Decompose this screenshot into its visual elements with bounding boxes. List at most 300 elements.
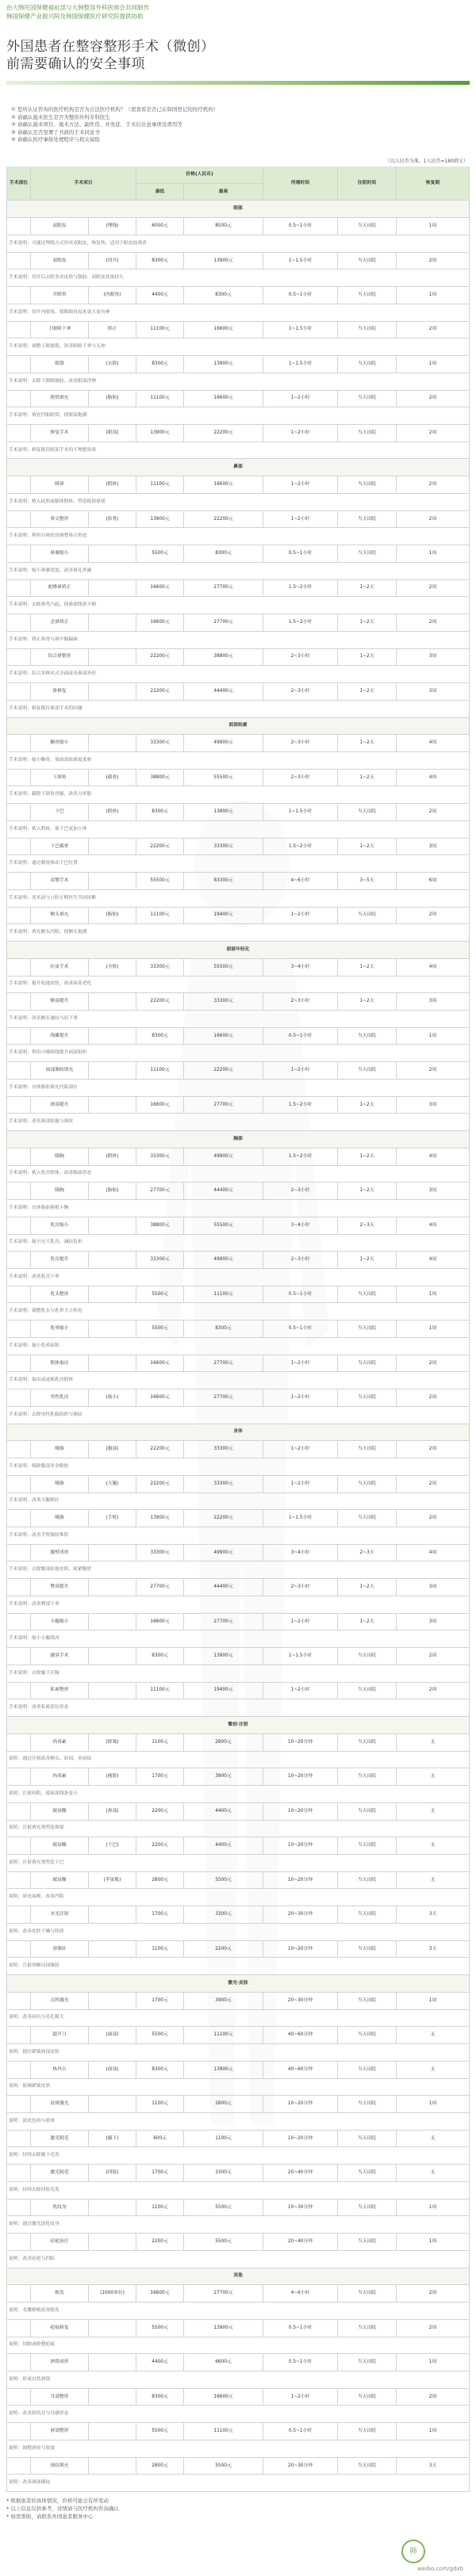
hospital-stay: 1~2天 [338, 1097, 397, 1114]
procedure-note: 手术说明：改善额头皱纹与眉下垂 [6, 1011, 470, 1028]
duration: 1~2小时 [263, 391, 338, 408]
spacer [6, 1097, 31, 1114]
recovery-period: 3周 [397, 993, 470, 1011]
recovery-period: 2周 [397, 1389, 470, 1407]
duration: 1.5~2小时 [263, 839, 338, 856]
price-max: 49900元 [184, 1545, 263, 1562]
duration: 1.5~2小时 [263, 580, 338, 598]
footer-note: * 根据患者的具体情况，价格可能会有所变动 [6, 2498, 109, 2505]
header-recovery: 恢复期 [397, 166, 470, 201]
spacer [6, 2285, 31, 2303]
procedure-note: 说明：改善皮肤干燥与肤质 [6, 1924, 470, 1941]
price-max: 27700元 [184, 1355, 263, 1373]
duration: 2~3小时 [263, 1183, 338, 1200]
procedure-variant: (脂肪) [89, 1183, 136, 1200]
duration: 20~30分钟 [263, 2458, 338, 2475]
price-min: 16600元 [136, 580, 184, 598]
procedure-note: 手术说明：自体脂肪填充凹陷部位 [6, 1080, 470, 1097]
duration: 40~60分钟 [263, 2062, 338, 2079]
price-max: 27700元 [184, 1097, 263, 1114]
procedure-note: 说明：提拉紧致面部皮肤 [6, 2044, 470, 2062]
recovery-period: 无 [397, 1803, 470, 1821]
procedure-variant [89, 2234, 136, 2251]
spacer [6, 1579, 31, 1596]
procedure-name: 乳头整形 [31, 1286, 89, 1304]
procedure-name: 眼袋 [31, 356, 89, 373]
price-max: 16600元 [184, 322, 263, 339]
hospital-stay: 1~2天 [338, 959, 397, 977]
recovery-period: 3周 [397, 649, 470, 667]
procedure-variant [89, 1028, 136, 1045]
procedure-note: 手术说明：取出或更换乳房假体 [6, 1372, 470, 1389]
procedure-note: 手术说明：切开后去除多余皮肤与脂肪，双眼皮效果持久 [6, 269, 470, 287]
spacer [6, 993, 31, 1011]
hospital-stay: 1~2天 [338, 993, 397, 1011]
hospital-stay: 当天出院 [338, 356, 397, 373]
procedure-name: 祛斑激光 [31, 2096, 89, 2113]
procedure-name: 腋臭手术 [31, 1648, 89, 1665]
duration: 1~2小时 [263, 2389, 338, 2406]
price-min: 55500元 [136, 873, 184, 890]
duration: 0.5~1小时 [263, 2320, 338, 2337]
recovery-period: 2周 [397, 511, 470, 529]
spacer [6, 2131, 31, 2148]
duration: 1.5~2小时 [263, 614, 338, 632]
procedure-variant: 矫正 [89, 322, 136, 339]
price-max: 44400元 [184, 1183, 263, 1200]
procedure-name: 溶脂针 [31, 1941, 89, 1959]
procedure-name: 歪鼻矫正 [31, 614, 89, 632]
procedure-note: 手术说明：改善颈部松弛与颈纹 [6, 1114, 470, 1131]
procedure-note: 手术说明：自体脂肪移植丰胸 [6, 1200, 470, 1217]
price-min: 5500元 [136, 1286, 184, 1304]
spacer [6, 1510, 31, 1527]
price-min: 38800元 [136, 1217, 184, 1235]
procedure-variant [89, 2320, 136, 2337]
procedure-note: 说明：切除或修整疤痕 [6, 2337, 470, 2355]
spacer [6, 2458, 31, 2475]
price-max: 8300元 [184, 1320, 263, 1338]
procedure-variant [89, 1906, 136, 1924]
procedure-name: 肉毒素 [31, 1768, 89, 1786]
hospital-stay: 当天出院 [338, 2165, 397, 2182]
duration: 0.5~1小时 [263, 2354, 338, 2372]
procedure-note: 手术说明：截除下颌角骨骼，改善方形脸 [6, 786, 470, 804]
price-min: 13900元 [136, 511, 184, 529]
price-min: 16600元 [136, 1614, 184, 1631]
recovery-period: 3周 [397, 1097, 470, 1114]
procedure-variant: (软骨) [89, 511, 136, 529]
price-max: 19400元 [184, 1683, 263, 1700]
procedure-variant: (切开) [89, 253, 136, 270]
currency-note: （以人民币为准，1人民币=180韩元） [385, 159, 468, 164]
procedure-variant [89, 1217, 136, 1235]
procedure-note: 说明：毛囊移植改善脱发 [6, 2303, 470, 2320]
hospital-stay: 1~2天 [338, 1579, 397, 1596]
header-price-min: 最低 [136, 184, 184, 201]
recovery-period: 3天 [397, 1906, 470, 1924]
section-heading: 面部年轻化 [6, 942, 470, 959]
procedure-name: 耳部整形 [31, 2389, 89, 2406]
recovery-period: 1周 [397, 356, 470, 373]
recovery-period: 无 [397, 2131, 470, 2148]
price-min: 13900元 [136, 1510, 184, 1527]
hospital-stay: 当天出院 [338, 2354, 397, 2372]
procedure-note: 手术说明：改善私密部位形态 [6, 1699, 470, 1717]
duration: 1~1.5小时 [263, 356, 338, 373]
spacer [6, 614, 31, 632]
price-min: 2800元 [136, 2458, 184, 2475]
procedure-name: 玻尿酸 [31, 1837, 89, 1855]
price-min: 27700元 [136, 1579, 184, 1596]
safety-notes [0, 106, 476, 157]
duration: 1.5~2小时 [263, 1097, 338, 1114]
safety-note: ④ 请确认是否签署了书面的手术同意书 [11, 128, 100, 136]
recovery-period: 1周 [397, 2096, 470, 2113]
procedure-variant [89, 839, 136, 856]
procedure-name: 乳房提升 [31, 1252, 89, 1269]
duration: 2~3小时 [263, 770, 338, 787]
procedure-name: 唇部整形 [31, 2423, 89, 2440]
price-max: 27700元 [184, 614, 263, 632]
price-max: 6600元 [184, 2354, 263, 2372]
spacer [6, 1837, 31, 1855]
recovery-period: 2周 [397, 476, 470, 494]
recovery-period: 2周 [397, 908, 470, 925]
price-max: 33300元 [184, 1476, 263, 1493]
procedure-variant [89, 1683, 136, 1700]
hospital-stay: 当天出院 [338, 804, 397, 821]
procedure-name: 腹壁成形 [31, 1545, 89, 1562]
procedure-name: 玻尿酸 [31, 1872, 89, 1890]
procedure-name: 眼窝填充 [31, 391, 89, 408]
price-min: 600元 [136, 2131, 184, 2148]
hospital-stay: 当天出院 [338, 1510, 397, 1527]
hospital-stay: 当天出院 [338, 2423, 397, 2440]
procedure-note: 手术说明：去除腋下汗腺 [6, 1665, 470, 1683]
hospital-stay: 1~2天 [338, 735, 397, 752]
hospital-stay: 1~2天 [338, 580, 397, 598]
hospital-stay: 当天出院 [338, 1062, 397, 1080]
hospital-stay: 当天出院 [338, 2458, 397, 2475]
price-max: 22200元 [184, 511, 263, 529]
spacer [6, 1355, 31, 1373]
top-banner [0, 0, 476, 33]
procedure-name: 激光脱毛 [31, 2165, 89, 2182]
hospital-stay: 当天出院 [338, 425, 397, 442]
safety-note: ③ 请确认施术项目、施术方法、副作用、并发症、手术后注意事项及费用等 [11, 121, 182, 128]
hospital-stay: 1~2天 [338, 1252, 397, 1269]
banner-line-1: 由大韩民国保健福祉部与大韩整容外科医师会共同制作 [6, 4, 149, 11]
procedure-name: 男性乳房 [31, 1389, 89, 1407]
hospital-stay: 当天出院 [338, 1768, 397, 1786]
spacer [6, 649, 31, 667]
price-max: 11100元 [184, 1286, 263, 1304]
hospital-stay: 1~2天 [338, 614, 397, 632]
section-heading: 眼部 [6, 201, 470, 218]
section-heading: 胸部 [6, 1131, 470, 1148]
price-min: 38800元 [136, 770, 184, 787]
procedure-variant [89, 1648, 136, 1665]
price-max: 16600元 [184, 476, 263, 494]
duration: 1~2小时 [263, 1614, 338, 1631]
duration: 1~2小时 [263, 1389, 338, 1407]
hospital-stay: 当天出院 [338, 908, 397, 925]
price-min: 1100元 [136, 2096, 184, 2113]
procedure-note: 说明：射频紧致皮肤 [6, 2079, 470, 2096]
recovery-period: 4周 [397, 1252, 470, 1269]
spacer [6, 545, 31, 563]
procedure-note: 手术说明：可通过埋线方式形成双眼皮，恢复快，适用于眼皮较薄者 [6, 235, 470, 253]
price-max: 5500元 [184, 2234, 263, 2251]
procedure-note: 说明：改善痘疤与凹陷 [6, 2251, 470, 2268]
recovery-period: 3周 [397, 1614, 470, 1631]
recovery-period: 无 [397, 2165, 470, 2182]
procedure-variant: (脂肪) [89, 908, 136, 925]
hospital-stay: 当天出院 [338, 545, 397, 563]
price-min: 16600元 [136, 1097, 184, 1114]
duration: 1~2小时 [263, 908, 338, 925]
duration: 1~2小时 [263, 1355, 338, 1373]
procedure-variant: (苹果肌) [89, 1872, 136, 1890]
spacer [6, 1183, 31, 1200]
procedure-note: 手术说明：吸除腹部多余脂肪 [6, 1458, 470, 1476]
procedure-name: 颈部提升 [31, 1097, 89, 1114]
recovery-period: 无 [397, 1872, 470, 1890]
procedure-variant [89, 1286, 136, 1304]
procedure-variant: (全脸) [89, 959, 136, 977]
recovery-period: 2周 [397, 391, 470, 408]
price-max: 44400元 [184, 683, 263, 701]
page-title-line-1: 外国患者在整容整形手术（微创） [6, 39, 215, 55]
hospital-stay: 当天出院 [338, 1355, 397, 1373]
procedure-variant [89, 2200, 136, 2217]
procedure-variant: (假体) [89, 804, 136, 821]
procedure-note: 手术说明：改善乳房下垂 [6, 1269, 470, 1286]
price-min: 22200元 [136, 993, 184, 1011]
weibo-watermark: weibo.com/gdxb [417, 2566, 463, 2573]
duration: 2~3小时 [263, 649, 338, 667]
procedure-name: 线雕提升 [31, 1028, 89, 1045]
hospital-stay: 当天出院 [338, 1993, 397, 2010]
procedure-variant: (假体) [89, 476, 136, 494]
spacer [6, 1389, 31, 1407]
procedure-name: 玻尿酸 [31, 1803, 89, 1821]
spacer [6, 1941, 31, 1959]
price-min: 22200元 [136, 683, 184, 701]
organization-logo: 韩 [401, 2540, 425, 2563]
procedure-note: 说明：注射填充剂塑造鼻梁 [6, 1821, 470, 1838]
procedure-name: 点阵激光 [31, 1993, 89, 2010]
header-hospital-stay: 住院时间 [338, 166, 397, 201]
procedure-note: 手术说明：缩小颧骨，使面部轮廓更柔和 [6, 752, 470, 770]
price-max: 5500元 [184, 1872, 263, 1890]
duration: 0.5~1小时 [263, 2423, 338, 2440]
spacer [6, 1872, 31, 1890]
procedure-variant: (面部) [89, 2027, 136, 2044]
procedure-note: 手术说明：植入硅胶或膨体假体，塑造挺拔鼻梁 [6, 494, 470, 511]
price-min: 1700元 [136, 2165, 184, 2182]
duration: 4~6小时 [263, 873, 338, 890]
price-max: 16600元 [184, 391, 263, 408]
spacer [6, 1062, 31, 1080]
spacer [6, 1028, 31, 1045]
recovery-period: 2周 [397, 253, 470, 270]
spacer [6, 1614, 31, 1631]
price-min: 2200元 [136, 1837, 184, 1855]
duration: 10~20分钟 [263, 2131, 338, 2148]
price-max: 27700元 [184, 1389, 263, 1407]
duration: 20~30分钟 [263, 1993, 338, 2010]
price-min: 8300元 [136, 2389, 184, 2406]
procedure-name: 面部脂肪填充 [31, 1062, 89, 1080]
procedure-name: 吸脂 [31, 1510, 89, 1527]
procedure-variant [89, 1941, 136, 1959]
price-max: 83300元 [184, 873, 263, 890]
recovery-period: 2周 [397, 1510, 470, 1527]
procedure-note: 说明：注射咬肌，使面部线条变小 [6, 1786, 470, 1803]
spacer [6, 1803, 31, 1821]
procedure-name: 修复手术 [31, 425, 89, 442]
recovery-period: 无 [397, 2027, 470, 2044]
price-min: 4400元 [136, 287, 184, 304]
spacer [6, 580, 31, 598]
hospital-stay: 当天出院 [338, 1476, 397, 1493]
procedure-variant [89, 580, 136, 598]
price-min: 33300元 [136, 735, 184, 752]
procedure-variant [89, 2389, 136, 2406]
duration: 10~20分钟 [263, 1872, 338, 1890]
hospital-stay: 1~2天 [338, 839, 397, 856]
procedure-note: 手术说明：需术前与口腔正畸医生共同诊断 [6, 890, 470, 908]
spacer [6, 2234, 31, 2251]
procedure-name: 小腿缩小 [31, 1614, 89, 1631]
title-decoration-bar [6, 81, 470, 85]
duration: 1~1.5小时 [263, 253, 338, 270]
procedure-note: 说明：改善痘坑与毛孔粗大 [6, 2010, 470, 2028]
price-min: 27700元 [136, 1183, 184, 1200]
price-min: 33300元 [136, 1252, 184, 1269]
recovery-period: 2周 [397, 804, 470, 821]
price-min: 16600元 [136, 1355, 184, 1373]
hospital-stay: 当天出院 [338, 2062, 397, 2079]
procedure-note: 说明：注射填充剂塑造下巴 [6, 1855, 470, 1872]
safety-note: ② 请确认施术医生是否为整形外科专科医生 [11, 113, 110, 120]
price-min: 16600元 [136, 614, 184, 632]
hospital-stay: 当天出院 [338, 476, 397, 494]
procedure-name: 开眼角 [31, 287, 89, 304]
duration: 10~20分钟 [263, 1837, 338, 1855]
hospital-stay: 当天出院 [338, 287, 397, 304]
procedure-variant [89, 2458, 136, 2475]
spacer [6, 2389, 31, 2406]
spacer [6, 391, 31, 408]
duration: 1~2小时 [263, 425, 338, 442]
procedure-name: 私密整形 [31, 1683, 89, 1700]
duration: 0.5~1小时 [263, 1286, 338, 1304]
duration: 3~4小时 [263, 959, 338, 977]
recovery-period: 2周 [397, 2389, 470, 2406]
price-min: 1700元 [136, 1768, 184, 1786]
spacer [6, 1148, 31, 1166]
price-max: 22200元 [184, 1510, 263, 1527]
procedure-name: 鼻修复 [31, 683, 89, 701]
safety-note: ⑤ 请确认医疗事故处理程序与相关保险 [11, 136, 100, 143]
procedure-name: 热玛吉 [31, 2062, 89, 2079]
hospital-stay: 1~2天 [338, 1183, 397, 1200]
procedure-note: 手术说明：利用可吸收线提升面部组织 [6, 1045, 470, 1062]
procedure-note: 手术说明：调整上睑提肌，改善眼睑下垂与无神 [6, 338, 470, 356]
spacer [6, 356, 31, 373]
recovery-period: 3周 [397, 839, 470, 856]
recovery-period: 2周 [397, 322, 470, 339]
price-max: 49900元 [184, 1252, 263, 1269]
price-min: 8300元 [136, 1648, 184, 1665]
recovery-period: 无 [397, 1768, 470, 1786]
price-max: 55500元 [184, 959, 263, 977]
procedure-note: 说明：淡化色斑与雀斑 [6, 2113, 470, 2131]
procedure-variant: (脂肪) [89, 391, 136, 408]
procedure-name: 乳晕缩小 [31, 1320, 89, 1338]
price-max: 33300元 [184, 1441, 263, 1458]
recovery-period: 4周 [397, 959, 470, 977]
price-max: 4400元 [184, 1837, 263, 1855]
hospital-stay: 当天出院 [338, 218, 397, 235]
recovery-period: 2周 [397, 2285, 470, 2303]
procedure-name: 隆胸 [31, 1148, 89, 1166]
procedure-variant: (下巴) [89, 1837, 136, 1855]
procedure-note: 手术说明：切开内眼角，使眼睛看起来更大更有神 [6, 304, 470, 322]
spacer [6, 839, 31, 856]
procedure-name: 洗纹身 [31, 2200, 89, 2217]
price-max: 44400元 [184, 1579, 263, 1596]
price-min: 1100元 [136, 1734, 184, 1752]
procedure-name: 颧骨缩小 [31, 735, 89, 752]
procedure-variant: (四肢) [89, 2165, 136, 2182]
hospital-stay: 当天出院 [338, 1803, 397, 1821]
price-max: 8300元 [184, 287, 263, 304]
recovery-period: 1周 [397, 2200, 470, 2217]
duration: 20~30分钟 [263, 1906, 338, 1924]
duration: 4~6小时 [263, 2285, 338, 2303]
duration: 1~2小时 [263, 1062, 338, 1080]
procedure-variant [89, 545, 136, 563]
price-min: 4400元 [136, 2354, 184, 2372]
price-max: 4400元 [184, 1803, 263, 1821]
procedure-variant [89, 1545, 136, 1562]
price-min: 6000元 [136, 218, 184, 235]
duration: 1~2小时 [263, 1476, 338, 1493]
procedure-name: 臀部提升 [31, 1579, 89, 1596]
duration: 2~3小时 [263, 735, 338, 752]
price-max: 19400元 [184, 908, 263, 925]
procedure-name: 激光脱毛 [31, 2131, 89, 2148]
duration: 1~2小时 [263, 1683, 338, 1700]
procedure-name: 上眼睑下垂 [31, 322, 89, 339]
procedure-variant: (腹部) [89, 1441, 136, 1458]
hospital-stay: 2~3天 [338, 1217, 397, 1235]
procedure-note: 说明：形成自然酒窝 [6, 2372, 470, 2389]
duration: 10~20分钟 [263, 2096, 338, 2113]
duration: 1~1.5小时 [263, 804, 338, 821]
price-max: 2800元 [184, 2096, 263, 2113]
duration: 10~20分钟 [263, 1941, 338, 1959]
procedure-note: 手术说明：通过截骨移动下巴位置 [6, 855, 470, 873]
price-min: 16600元 [136, 1389, 184, 1407]
procedure-note: 说明：调整唇形与厚度 [6, 2440, 470, 2458]
procedure-note: 手术说明：改善大腿粗壮 [6, 1493, 470, 1511]
hospital-stay: 当天出院 [338, 1028, 397, 1045]
